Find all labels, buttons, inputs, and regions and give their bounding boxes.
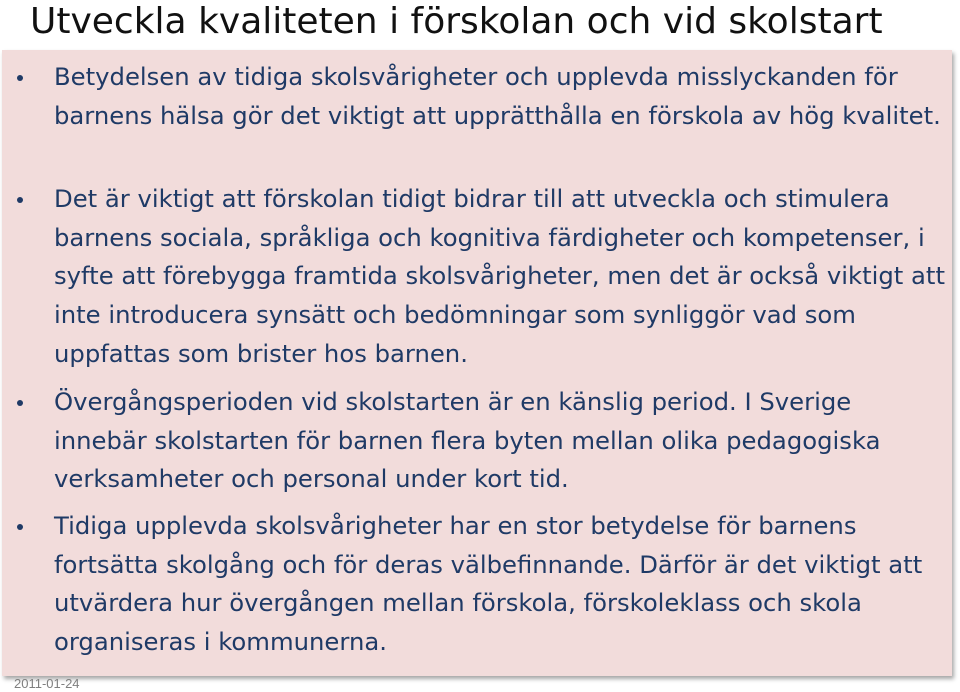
slide-date: 2011-01-24: [14, 676, 80, 691]
slide-title: Utveckla kvaliteten i förskolan och vid skolstart: [30, 1, 883, 42]
bullet-text: Övergångsperioden vid skolstarten är en känslig period. I Sverige innebär skolstarten för barnen flera byten mellan olika pedagogiska verksamheter och personal under kort tid.: [54, 387, 881, 494]
bullet-text: Betydelsen av tidiga skolsvårigheter och upplevda misslyckanden för barnens hälsa gör det viktigt att upprätthålla en förskola av hög kvalitet.: [54, 62, 941, 130]
bullet-text: Det är viktigt att förskolan tidigt bidrar till att utveckla och stimulera barnens sociala, språkliga och kognitiva färdigheter och kompetenser, i syfte att förebygga framtida skolsvårigheter, men det är också viktigt att inte introducera synsätt och bedömningar som synliggör vad som uppfattas som brister hos barnen.: [54, 184, 945, 368]
bullet-dot-icon: [17, 197, 23, 203]
bullet-item: [54, 58, 949, 135]
bullet-item: [54, 507, 949, 662]
bullet-item: [54, 383, 949, 499]
content-box: [2, 50, 952, 676]
bullet-dot-icon: [17, 75, 23, 81]
bullet-item: [54, 180, 949, 374]
bullet-dot-icon: [17, 524, 23, 530]
bullet-text: Tidiga upplevda skolsvårigheter har en stor betydelse för barnens fortsätta skolgång och för deras välbefinnande. Därför är det viktigt att utvärdera hur övergången mellan förskola, förskoleklass och skola organiseras i kommunerna.: [54, 511, 923, 657]
bullet-dot-icon: [17, 400, 23, 406]
